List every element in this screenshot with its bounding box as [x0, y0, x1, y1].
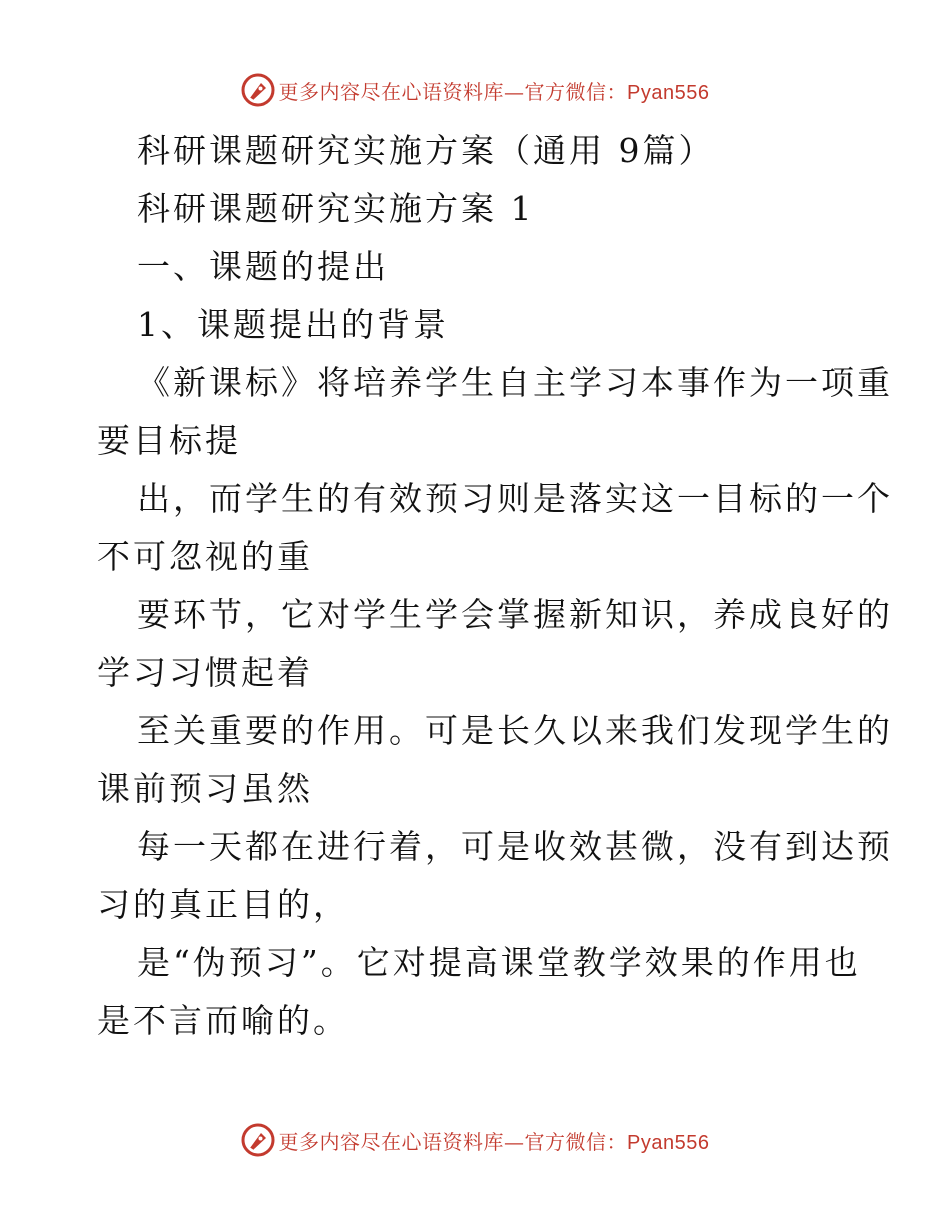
footer-watermark [0, 1120, 950, 1160]
paragraph-line: 出，而学生的有效预习则是落实这一目标的一个 [137, 479, 893, 518]
paragraph-line: 要目标提 [97, 421, 241, 460]
paragraph-line: 课前预习虽然 [97, 769, 313, 808]
section-heading: 科研课题研究实施方案 1 [137, 189, 535, 228]
watermark-id: Pyan556 [627, 81, 710, 104]
document-body [97, 122, 893, 1050]
pen-nib-logo-icon [241, 73, 275, 107]
paragraph-line: 不可忽视的重 [97, 537, 313, 576]
paragraph-line: 至关重要的作用。可是长久以来我们发现学生的 [137, 711, 893, 750]
paragraph-line: 习的真正目的， [97, 885, 349, 924]
paragraph-line: 要环节，它对学生学会掌握新知识，养成良好的 [137, 595, 893, 634]
header-watermark [0, 70, 950, 110]
pen-nib-logo-icon [241, 1123, 275, 1157]
paragraph-line: 《新课标》将培养学生自主学习本事作为一项重 [137, 363, 893, 402]
document-title: 科研课题研究实施方案（通用 9篇） [137, 131, 715, 170]
watermark-text: 更多内容尽在心语资料库—官方微信：Pyan556 [278, 1129, 710, 1154]
paragraph-line: 学习习惯起着 [97, 653, 313, 692]
paragraph-line: 是不言而喻的。 [97, 1001, 349, 1040]
watermark-id: Pyan556 [627, 1131, 710, 1154]
subsection-heading: 1、课题提出的背景 [137, 305, 449, 344]
paragraph-line: 每一天都在进行着，可是收效甚微，没有到达预 [137, 827, 893, 866]
subsection-heading: 一、课题的提出 [137, 247, 389, 286]
watermark-text: 更多内容尽在心语资料库—官方微信：Pyan556 [278, 79, 710, 104]
paragraph-line: 是“伪预习”。它对提高课堂教学效果的作用也 [137, 943, 861, 982]
